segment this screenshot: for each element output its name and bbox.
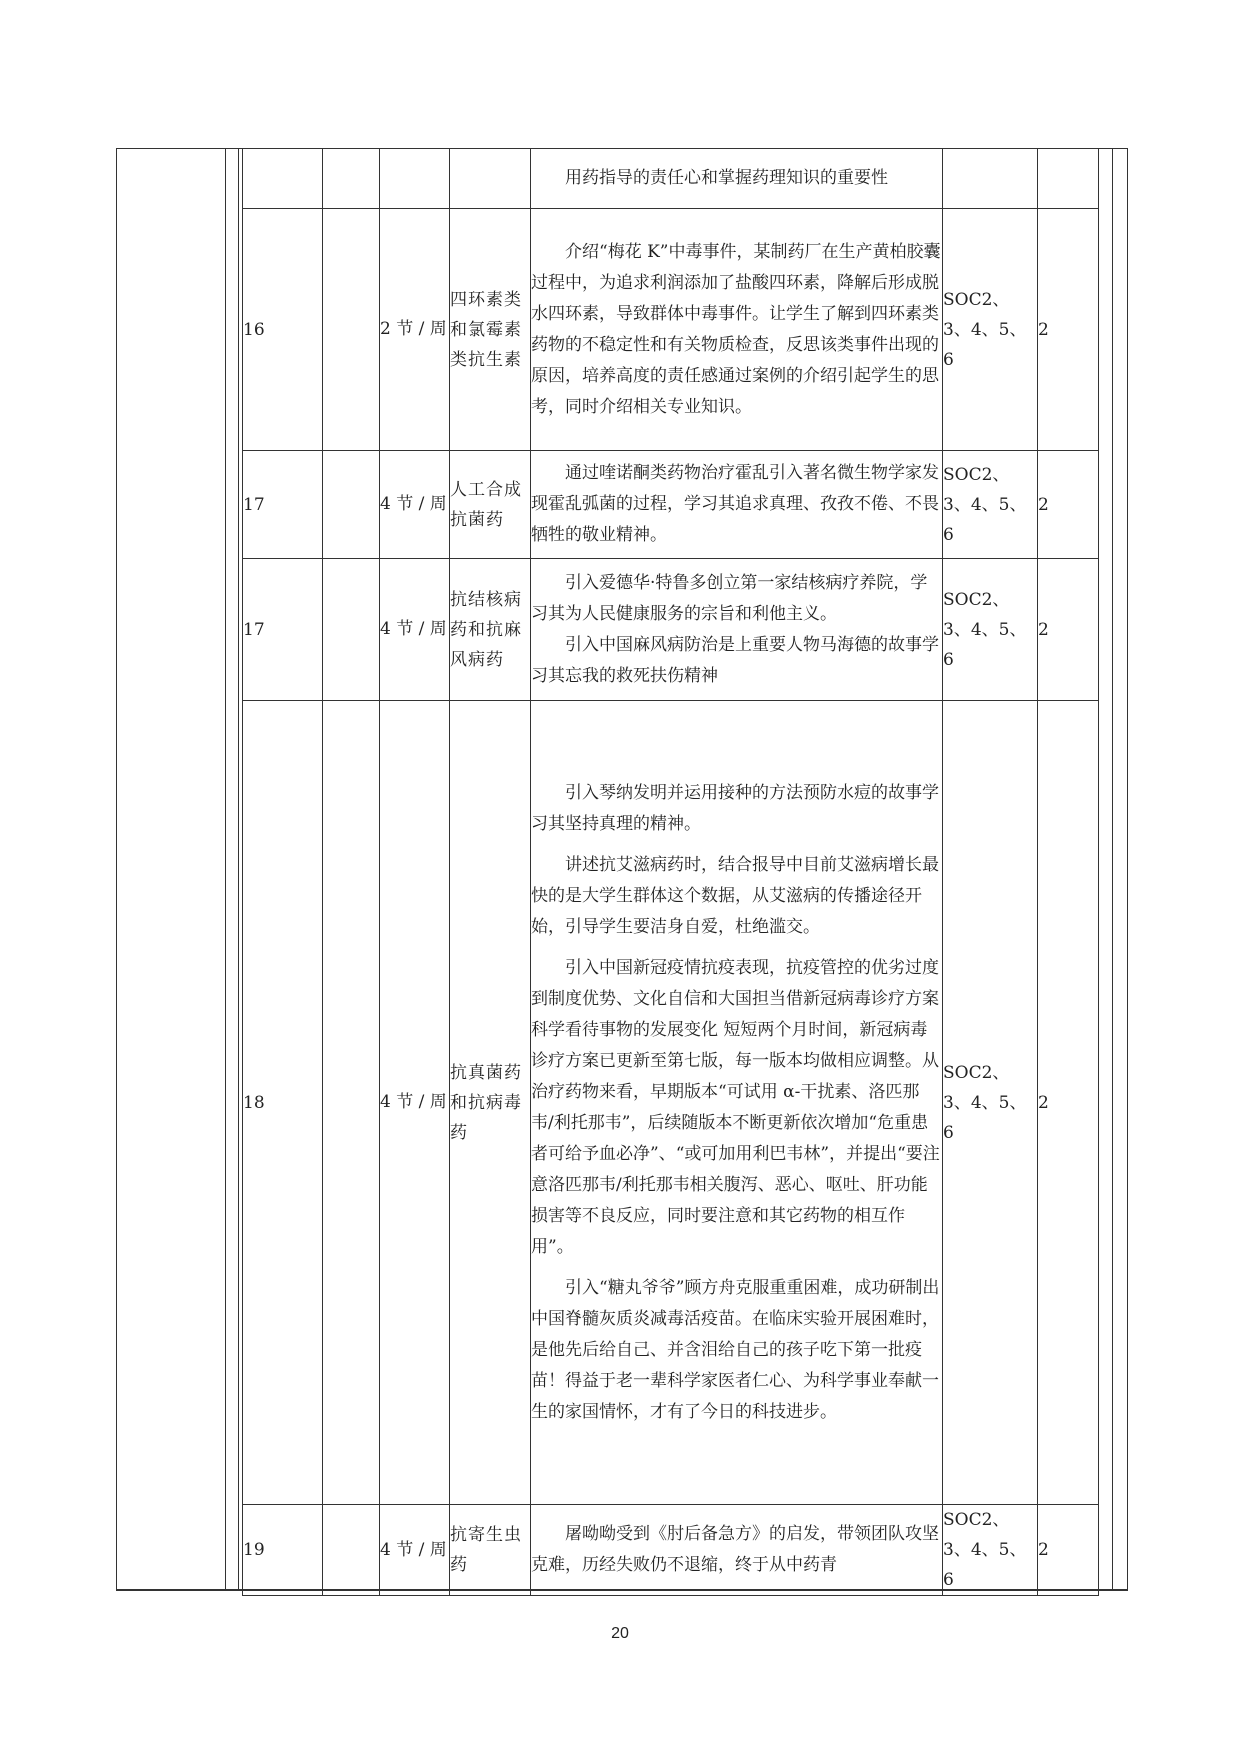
- soc-cell: SOC2、3、4、5、6: [943, 1505, 1038, 1596]
- table-row: [243, 451, 1099, 559]
- table-row: [243, 209, 1099, 451]
- content-paragraph: 引入中国麻风病防治是上重要人物马海德的故事学习其忘我的救死扶伤精神: [531, 634, 939, 686]
- soc-cell: SOC2、3、4、5、6: [943, 701, 1038, 1505]
- credit-cell: 2: [1038, 451, 1099, 559]
- course-schedule-table: [242, 148, 1099, 1596]
- content-paragraph: 引入“糖丸爷爷”顾方舟克服重重困难，成功研制出中国脊髓灰质炎减毒活疫苗。在临床实验开展困难时，是他先后给自己、并含泪给自己的孩子吃下第一批疫苗！得益于老一辈科学家医者仁心、为科学事业奉献一生的家国情怀，才有了今日的科技进步。: [531, 1277, 940, 1422]
- week-number-cell: [243, 149, 323, 209]
- hours-cell: 4 节 / 周: [380, 451, 450, 559]
- credit-cell: 2: [1038, 1505, 1099, 1596]
- soc-cell: SOC2、3、4、5、6: [943, 559, 1038, 701]
- content-cell: [531, 209, 943, 451]
- credit-cell: 2: [1038, 559, 1099, 701]
- hours-cell: 4 节 / 周: [380, 701, 450, 1505]
- week-number-cell: 18: [243, 701, 323, 1505]
- content-paragraph: 介绍“梅花 K”中毒事件，某制药厂在生产黄柏胶囊过程中，为追求利润添加了盐酸四环素，降解后形成脱水四环素，导致群体中毒事件。让学生了解到四环素类药物的不稳定性和有关物质检查，反思该类事件出现的原因，培养高度的责任感通过案例的介绍引起学生的思考，同时介绍相关专业知识。: [531, 241, 941, 417]
- content-cell: [531, 1505, 943, 1596]
- content-paragraph: 屠呦呦受到《肘后备急方》的启发，带领团队攻坚克难，历经失败仍不退缩，终于从中药青: [531, 1524, 939, 1575]
- topic-cell: [450, 149, 531, 209]
- blank-cell: [323, 209, 380, 451]
- hours-cell: 4 节 / 周: [380, 559, 450, 701]
- week-number-cell: 17: [243, 451, 323, 559]
- topic-cell: 人工合成抗菌药: [450, 451, 531, 559]
- page-number: 20: [611, 1625, 629, 1642]
- blank-cell: [323, 559, 380, 701]
- hours-cell: [380, 149, 450, 209]
- week-number-cell: 17: [243, 559, 323, 701]
- week-number-cell: 16: [243, 209, 323, 451]
- content-paragraph: 引入爱德华·特鲁多创立第一家结核病疗养院，学习其为人民健康服务的宗旨和利他主义。: [531, 572, 928, 624]
- hours-cell: 4 节 / 周: [380, 1505, 450, 1596]
- table-row: [243, 1505, 1099, 1596]
- credit-cell: 2: [1038, 209, 1099, 451]
- content-paragraph: 引入琴纳发明并运用接种的方法预防水痘的故事学习其坚持真理的精神。: [531, 782, 939, 834]
- content-cell: [531, 451, 943, 559]
- topic-cell: 四环素类和氯霉素类抗生素: [450, 209, 531, 451]
- frame-column-line: [238, 149, 239, 1589]
- soc-cell: SOC2、3、4、5、6: [943, 451, 1038, 559]
- topic-cell: 抗寄生虫药: [450, 1505, 531, 1596]
- soc-cell: [943, 149, 1038, 209]
- content-cell: [531, 701, 943, 1505]
- soc-cell: SOC2、3、4、5、6: [943, 209, 1038, 451]
- content-cell: [531, 149, 943, 209]
- content-paragraph: 用药指导的责任心和掌握药理知识的重要性: [565, 168, 888, 188]
- frame-column-line: [225, 149, 226, 1589]
- topic-cell: 抗结核病药和抗麻风病药: [450, 559, 531, 701]
- content-cell: [531, 559, 943, 701]
- frame-column-line: [1112, 149, 1113, 1589]
- table-row: [243, 701, 1099, 1505]
- hours-cell: 2 节 / 周: [380, 209, 450, 451]
- blank-cell: [323, 451, 380, 559]
- credit-cell: 2: [1038, 701, 1099, 1505]
- content-paragraph: 引入中国新冠疫情抗疫表现，抗疫管控的优劣过度到制度优势、文化自信和大国担当借新冠病毒诊疗方案科学看待事物的发展变化 短短两个月时间，新冠病毒诊疗方案已更新至第七版，每一版本均做相应调整。从治疗药物来看，早期版本“可试用 α-干扰素、洛匹那 韦/利托那韦”，后续随版本不断更新依次增加“危重患者可给予血必净”、“或可加用利巴韦林”，并提出“要注意洛匹那韦/利托那韦相关腹泻、恶心、呕吐、肝功能损害等不良反应，同时要注意和其它药物的相互作用”。: [531, 957, 940, 1257]
- content-paragraph: 讲述抗艾滋病药时，结合报导中目前艾滋病增长最快的是大学生群体这个数据，从艾滋病的传播途径开始，引导学生要洁身自爱，杜绝滥交。: [531, 854, 939, 937]
- week-number-cell: 19: [243, 1505, 323, 1596]
- topic-cell: 抗真菌药和抗病毒药: [450, 701, 531, 1505]
- table-row: [243, 559, 1099, 701]
- table-row: [243, 149, 1099, 209]
- content-paragraph: 通过喹诺酮类药物治疗霍乱引入著名微生物学家发现霍乱弧菌的过程，学习其追求真理、孜孜不倦、不畏牺牲的敬业精神。: [531, 463, 939, 545]
- blank-cell: [323, 701, 380, 1505]
- credit-cell: [1038, 149, 1099, 209]
- blank-cell: [323, 1505, 380, 1596]
- blank-cell: [323, 149, 380, 209]
